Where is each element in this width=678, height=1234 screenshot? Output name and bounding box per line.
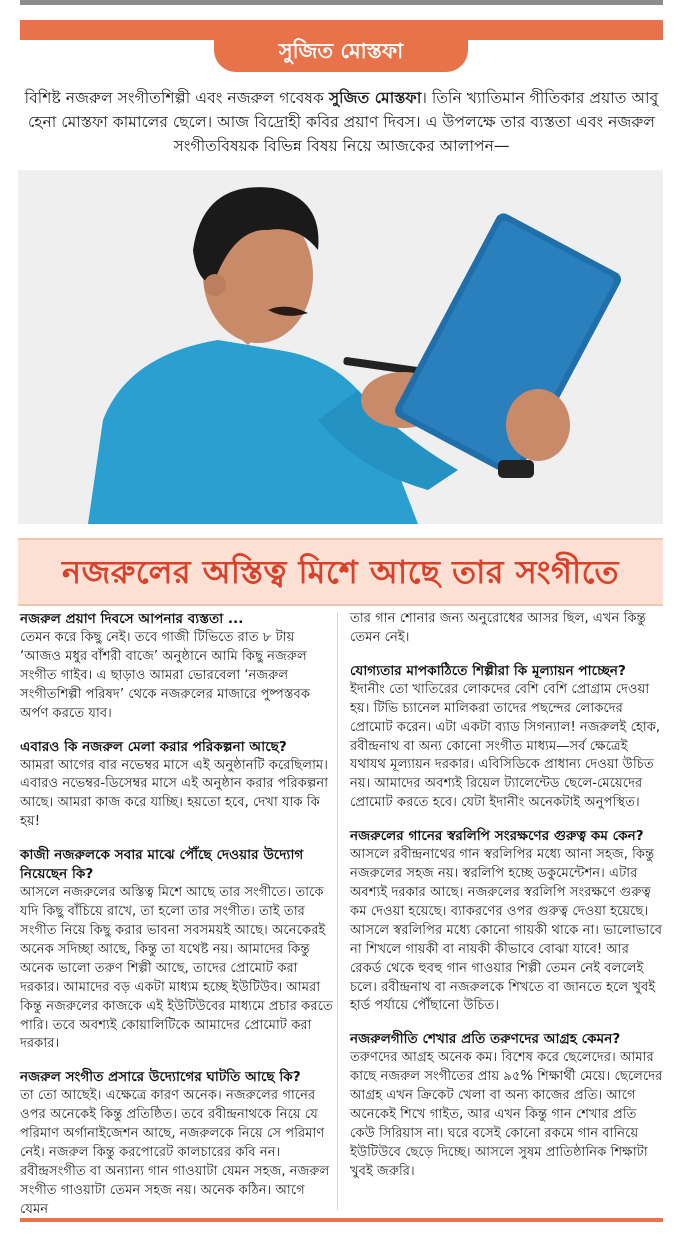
intro-text-2: । তিনি খ্যাতিমান গীতিকার প্রয়াত আবু হেনা মোস্তফা কামালের ছেলে। আজ বিদ্রোহী কবির প্রয়াণ দিবস। এ উপলক্ষে তার ব্যস্ততা এবং নজরুল সংগীতবিষয়ক বিভিন্ন বিষয় নিয়ে আজকের আলাপন— xyxy=(27,89,659,155)
answer: আসলে নজরুলের অস্তিত্ব মিশে আছে তার সংগীতে। তাকে যদি কিছু বাঁচিয়ে রাখে, তা হলো তার সংগীত। তাই তার সংগীত নিয়ে কিছু করার ভাবনা সবসময়ই আছে। অনেকেরই অনেক সদিচ্ছা আছে, কিন্তু তা যথেষ্ট নয়। আমাদের কিন্তু অনেক ভালো তরুণ শিল্পী আছে, তাদের প্রোমোট করা দরকার। আমাদের বড় একটা মাধ্যম হচ্ছে ইউটিউব। আমরা কিন্তু নজরুলের কাজকে এই ইউটিউবের মাধ্যমে প্রচার করতে পারি। তবে অবশ্যই কোয়ালিটিকে আমাদের প্রোমোট করা দরকার। xyxy=(20,885,333,1052)
wristwatch xyxy=(498,460,534,478)
question: নজরুল প্রয়াণ দিবসে আপনার ব্যস্ততা ... xyxy=(20,611,244,627)
answer: আসলে রবীন্দ্রনাথের গান স্বরলিপির মধ্যে আনা সহজ, কিন্তু নজরুলের সহজ নয়। স্বরলিপি হচ্ছে ডকুমেন্টেশন। এটার অবশ্যই দরকার আছে। নজরুলের স্বরলিপি সংরক্ষণে গুরুত্ব কম দেওয়া হয়েছে। ব্যাকরণের ওপর গুরুত্ব দেওয়া হয়েছে। আসলে স্বরলিপির মধ্যে কোনো গায়কী থাকে না। ভালোভাবে না শিখলে গায়কী বা নায়কী কীভাবে বোঝা যাবে! আর রেকর্ড থেকে হুবহু গান গাওয়ার শিল্পী তেমন নেই বললেই চলে। রবীন্দ্রনাথ বা নজরুলকে শিখতে বা জানতে হলে খুবই হার্ড পর্যায়ে পৌঁছানো উচিত। xyxy=(350,847,663,1014)
intro-paragraph xyxy=(20,86,663,158)
qa-block xyxy=(350,827,663,1016)
qa-block xyxy=(20,846,333,1054)
answer: তরুণদের আগ্রহ অনেক কম। বিশেষ করে ছেলেদের। আমার কাছে নজরুল সংগীতের প্রায় ৯৫% শিক্ষার্থী মেয়ে। ছেলেদের আগ্রহ এখন ক্রিকেট খেলা বা অন্য কাজের প্রতি। আগে অনেকেই শিখে গাইত, আর এখন কিন্তু গান শেখার প্রতি কেউ সিরিয়াস না। ঘরে বসেই কোনো রকমে গান বানিয়ে ইউটিউবে ছেড়ে দিচ্ছে। আসলে সুষম প্রাতিষ্ঠানিক শিক্ষাটা খুবই জরুরি। xyxy=(350,1050,663,1179)
question: যোগ্যতার মাপকাঠিতে শিল্পীরা কি মূল্যায়ন পাচ্ছেন? xyxy=(350,662,626,679)
right-column xyxy=(350,610,663,1196)
top-rule xyxy=(20,0,663,5)
answer: তা তো আছেই। এক্ষেত্রে কারণ অনেক। নজরুলের গানের ওপর অনেকেই কিন্তু প্রতিষ্ঠিত। তবে রবীন্দ্রনাথকে নিয়ে যে পরিমাণ অর্গানাইজেশন আছে, নজরুলকে নিয়ে সে পরিমাণ নেই। নজরুল কিন্তু করপোরেট কালচারের কবি নন। রবীন্দ্রসংগীত বা অন্যান্য গান গাওয়াটা যেমন সহজ, নজরুল সংগীত গাওয়াটা তেমন সহজ নয়। অনেক কঠিন। আগে যেমন xyxy=(20,1088,330,1217)
qa-block xyxy=(350,662,663,813)
interviewee-name-tab: সুজিত মোস্তফা xyxy=(214,32,468,72)
answer: তেমন করে কিছু নেই। তবে গাজী টিভিতে রাত ৮ টায় ‘আজও মধুর বাঁশরী বাজে’ অনুষ্ঠানে আমি কিছু নজরুল সংগীত গাইব। এ ছাড়াও আমরা ভোরবেলা ‘নজরুল সংগীতশিল্পী পরিষদ’ থেকে নজরুলের মাজারে পুষ্পস্তবক অর্পণ করতে যাব। xyxy=(20,630,311,721)
hand-right xyxy=(506,389,570,461)
qa-block xyxy=(20,610,333,724)
question: এবারও কি নজরুল মেলা করার পরিকল্পনা আছে? xyxy=(20,738,287,755)
intro-text-1: বিশিষ্ট নজরুল সংগীতশিল্পী এবং নজরুল গবেষক xyxy=(24,89,329,107)
intro-bold-name: সুজিত মোস্তফা xyxy=(328,89,422,107)
question: নজরুলগীতি শেখার প্রতি তরুণদের আগ্রহ কেমন? xyxy=(350,1031,621,1048)
headline: নজরুলের অস্তিত্ব মিশে আছে তার সংগীতে xyxy=(61,553,620,591)
column-divider xyxy=(337,612,338,1210)
qa-block xyxy=(350,610,663,648)
question: নজরুলের গানের স্বরলিপি সংরক্ষণের গুরুত্ব কম কেন? xyxy=(350,828,644,845)
headline-box xyxy=(18,538,663,606)
portrait-photo xyxy=(18,170,663,524)
left-column xyxy=(20,610,333,1234)
answer: ইদানীং তো খাতিরের লোকদের বেশি বেশি প্রোগ্রাম দেওয়া হয়। টিভি চ্যানেল মালিকরা তাদের পছন্দের লোকদের প্রোমোট করেন। এটা একটা ব্যাড সিগন্যাল! নজরুলই হোক, রবীন্দ্রনাথ বা অন্য কোনো সংগীত মাধ্যম—সর্ব ক্ষেত্রেই যথাযথ মূল্যায়ন দরকার। এবিসিডিকে প্রাধান্য দেওয়া উচিত নয়। আমাদের অবশ্যই রিয়েল ট্যালেন্টেড ছেলে-মেয়েদের প্রোমোট করতে হবে। যেটা ইদানীং অনেকটাই অনুপস্থিত। xyxy=(350,681,661,811)
qa-block xyxy=(20,738,333,833)
portrait-illustration xyxy=(18,170,663,524)
ear xyxy=(204,274,226,296)
question: কাজী নজরুলকে সবার মাঝে পৌঁছে দেওয়ার উদ্যোগ নিয়েছেন কি? xyxy=(20,847,304,883)
answer-continued: তার গান শোনার জন্য অনুরোধের আসর ছিল, এখন কিন্তু তেমন নেই। xyxy=(350,611,646,645)
qa-block xyxy=(350,1030,663,1181)
question: নজরুল সংগীত প্রসারে উদ্যোগের ঘাটতি আছে কি? xyxy=(20,1069,301,1086)
bottom-rule xyxy=(20,1218,663,1222)
qa-block xyxy=(20,1068,333,1219)
answer: আমরা আগের বার নভেম্বর মাসে এই অনুষ্ঠানটি করেছিলাম। এবারও নভেম্বর-ডিসেম্বর মাসে এই অনুষ্ঠান করার পরিকল্পনা আছে। আমরা কাজ করে যাচ্ছি। হয়তো হবে, দেখা যাক কি হয়! xyxy=(20,757,329,830)
